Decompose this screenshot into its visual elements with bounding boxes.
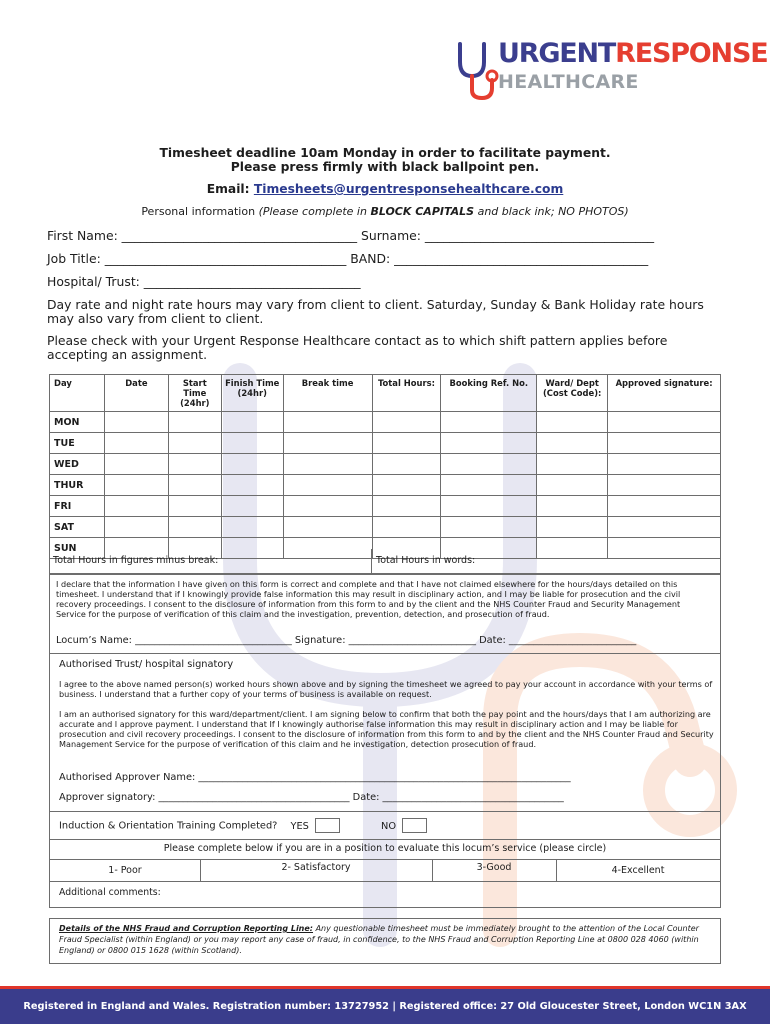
day-label: TUE	[50, 433, 105, 454]
booking-cell[interactable]	[441, 496, 537, 517]
start-cell[interactable]	[168, 433, 221, 454]
day-label: THUR	[50, 475, 105, 496]
header-break-time: Break time	[283, 375, 372, 412]
additional-comments[interactable]: Additional comments:	[59, 887, 161, 898]
shift-pattern-note: Please check with your Urgent Response Healthcare contact as to which shift pattern applies before accepting an assignment.	[47, 333, 668, 362]
finish-cell[interactable]	[221, 454, 283, 475]
signature-cell[interactable]	[608, 412, 721, 433]
start-cell[interactable]	[168, 475, 221, 496]
rating-good[interactable]: 3-Good	[476, 862, 512, 873]
finish-cell[interactable]	[221, 412, 283, 433]
day-label: FRI	[50, 496, 105, 517]
header-start-time: Start Time (24hr)	[168, 375, 221, 412]
total-hours-words[interactable]: Total Hours in words:	[376, 555, 476, 566]
authorised-agreement-text: I agree to the above named person(s) worked hours shown above and by signing the timesheet we agreed to pay your account in accordance with your terms of business. I understand that a further copy of your terms of business is available on request.	[59, 679, 713, 699]
date-cell[interactable]	[104, 412, 168, 433]
table-row-sat	[50, 517, 721, 538]
authorised-signatory-title: Authorised Trust/ hospital signatory	[59, 659, 234, 670]
signature-cell[interactable]	[608, 454, 721, 475]
approver-name-field[interactable]: Authorised Approver Name: ____________________________________________________________________________	[59, 772, 571, 783]
ward-cell[interactable]	[537, 412, 608, 433]
table-row-thur	[50, 475, 721, 496]
start-cell[interactable]	[168, 517, 221, 538]
ward-cell[interactable]	[537, 454, 608, 475]
table-row-wed	[50, 454, 721, 475]
fraud-text: Any questionable timesheet must be immediately brought to the attention of the Local Counter Fraud Specialist (within England) or you may report any case of fraud, in confidence, to the NHS Fraud and Corruption Reporting Line at 0800 028 4060 (within England) or 0800 015 1628 (within Scotland).	[59, 924, 699, 955]
date-cell[interactable]	[104, 454, 168, 475]
table-row-mon	[50, 412, 721, 433]
ward-cell[interactable]	[537, 475, 608, 496]
email-link[interactable]: Timesheets@urgentresponsehealthcare.com	[253, 182, 564, 196]
total-cell[interactable]	[372, 475, 441, 496]
table-header-row	[50, 375, 721, 412]
logo-word-healthcare: HEALTHCARE	[498, 71, 639, 93]
rating-satisfactory[interactable]: 2- Satisfactory	[281, 862, 351, 873]
evaluate-instruction: Please complete below if you are in a position to evaluate this locum’s service (please circle)	[163, 843, 607, 854]
day-label: MON	[50, 412, 105, 433]
header-finish-time: Finish Time (24hr)	[221, 375, 283, 412]
header-day: Day	[50, 375, 105, 412]
total-cell[interactable]	[372, 496, 441, 517]
deadline-line: Timesheet deadline 10am Monday in order to facilitate payment.	[159, 146, 611, 160]
day-label: SUN	[50, 538, 105, 559]
induction-question: Induction & Orientation Training Completed?	[59, 820, 278, 832]
rating-poor[interactable]: 1- Poor	[108, 865, 142, 876]
header-booking-ref: Booking Ref. No.	[441, 375, 537, 412]
personal-note-c: and black ink; NO PHOTOS)	[477, 205, 629, 218]
timesheet-table	[49, 374, 721, 559]
date-cell[interactable]	[104, 496, 168, 517]
divider	[50, 653, 720, 654]
rates-note: Day rate and night rate hours may vary from client to client. Saturday, Sunday & Bank Holiday rate hours may also vary from client to client.	[47, 297, 704, 326]
total-cell[interactable]	[372, 412, 441, 433]
ward-cell[interactable]	[537, 496, 608, 517]
signature-cell[interactable]	[608, 475, 721, 496]
totals-row	[49, 549, 721, 574]
divider	[50, 881, 720, 882]
finish-cell[interactable]	[221, 475, 283, 496]
logo-word-response: RESPONSE	[615, 38, 768, 69]
total-hours-figures[interactable]: Total Hours in figures minus break:	[53, 555, 219, 566]
first-name-field[interactable]: First Name: ______________________________________ Surname: _____________________________________	[47, 228, 655, 243]
total-cell[interactable]	[372, 517, 441, 538]
booking-cell[interactable]	[441, 433, 537, 454]
divider	[50, 839, 720, 840]
yes-label: YES	[290, 820, 309, 832]
hospital-field[interactable]: Hospital/ Trust: ___________________________________	[47, 274, 361, 289]
email-label: Email:	[206, 182, 250, 196]
header-date: Date	[104, 375, 168, 412]
approver-signatory-field[interactable]: Approver signatory: _______________________________________ Date: _____________________________________	[59, 792, 564, 803]
break-cell[interactable]	[283, 517, 372, 538]
day-label: SAT	[50, 517, 105, 538]
declaration-text: I declare that the information I have given on this form is correct and complete and that I have not claimed elsewhere for the hours/days detailed on this timesheet. I understand that if I knowingly provide false information this may result in disciplinary action, and I may be liable for prosecution and the civil recovery proceedings. I consent to the disclosure of information from this form to and by the client and the NHS Counter Fraud and Security Management Service for the purpose of verification of this claim and the investigation, prevention, detection, and prosecution of fraud.	[56, 579, 681, 619]
logo-word-urgent: URGENT	[498, 38, 616, 69]
booking-cell[interactable]	[441, 412, 537, 433]
pen-instruction: Please press firmly with black ballpoint pen.	[230, 160, 540, 174]
declaration-box	[49, 574, 721, 908]
authorised-confirmation-text: I am an authorised signatory for this ward/department/client. I am signing below to confirm that both the pay point and the hours/days that I am authorizing are accurate and I approve payment. I understand that If I knowingly authorise false information this may result in disciplinary action and I may be liable for prosecution and civil recovery proceedings. I consent to the disclosure of information from this form to and by the client and the NHS Counter Fraud and Security Management Service for the purpose of verification of this claim and he investigation, detection prosecution of fraud.	[59, 709, 714, 749]
footer-registration: Registered in England and Wales. Registration number: 13727952 | Registered office: 27 Old Gloucester Street, London WC1N 3AX	[0, 986, 770, 1024]
table-row-tue	[50, 433, 721, 454]
email-line	[0, 182, 770, 196]
booking-cell[interactable]	[441, 454, 537, 475]
locum-signature-line[interactable]: Locum’s Name: ________________________________ Signature: __________________________ Date: __________________________	[56, 635, 637, 646]
no-label: NO	[381, 820, 397, 832]
break-cell[interactable]	[283, 412, 372, 433]
personal-info-label: Personal information	[141, 205, 256, 218]
induction-row	[59, 818, 729, 833]
personal-note-a: (Please complete in	[258, 205, 367, 218]
date-cell[interactable]	[104, 433, 168, 454]
header-total-hours: Total Hours:	[372, 375, 441, 412]
table-row-fri	[50, 496, 721, 517]
start-cell[interactable]	[168, 496, 221, 517]
date-cell[interactable]	[104, 475, 168, 496]
ward-cell[interactable]	[537, 517, 608, 538]
break-cell[interactable]	[283, 454, 372, 475]
finish-cell[interactable]	[221, 496, 283, 517]
total-cell[interactable]	[372, 433, 441, 454]
booking-cell[interactable]	[441, 517, 537, 538]
start-cell[interactable]	[168, 412, 221, 433]
totals-divider	[371, 549, 372, 573]
break-cell[interactable]	[283, 496, 372, 517]
company-logo	[452, 38, 768, 100]
personal-info-line	[0, 205, 770, 218]
personal-note-b: BLOCK CAPITALS	[370, 205, 475, 218]
date-cell[interactable]	[104, 517, 168, 538]
booking-cell[interactable]	[441, 475, 537, 496]
total-cell[interactable]	[372, 454, 441, 475]
divider	[50, 811, 720, 812]
break-cell[interactable]	[283, 475, 372, 496]
stethoscope-logo-icon	[452, 40, 500, 100]
header-approved-signature: Approved signature:	[608, 375, 721, 412]
start-cell[interactable]	[168, 454, 221, 475]
rating-excellent[interactable]: 4-Excellent	[611, 865, 665, 876]
signature-cell[interactable]	[608, 433, 721, 454]
fraud-reporting-box	[49, 918, 721, 964]
yes-checkbox[interactable]	[315, 818, 340, 833]
ward-cell[interactable]	[537, 433, 608, 454]
finish-cell[interactable]	[221, 433, 283, 454]
fraud-title: Details of the NHS Fraud and Corruption Reporting Line:	[59, 924, 314, 933]
signature-cell[interactable]	[608, 517, 721, 538]
rating-row	[50, 859, 720, 881]
break-cell[interactable]	[283, 433, 372, 454]
finish-cell[interactable]	[221, 517, 283, 538]
job-title-field[interactable]: Job Title: _______________________________________ BAND: _________________________________________	[47, 251, 649, 266]
no-checkbox[interactable]	[402, 818, 427, 833]
signature-cell[interactable]	[608, 496, 721, 517]
header-ward-dept: Ward/ Dept (Cost Code):	[537, 375, 608, 412]
day-label: WED	[50, 454, 105, 475]
